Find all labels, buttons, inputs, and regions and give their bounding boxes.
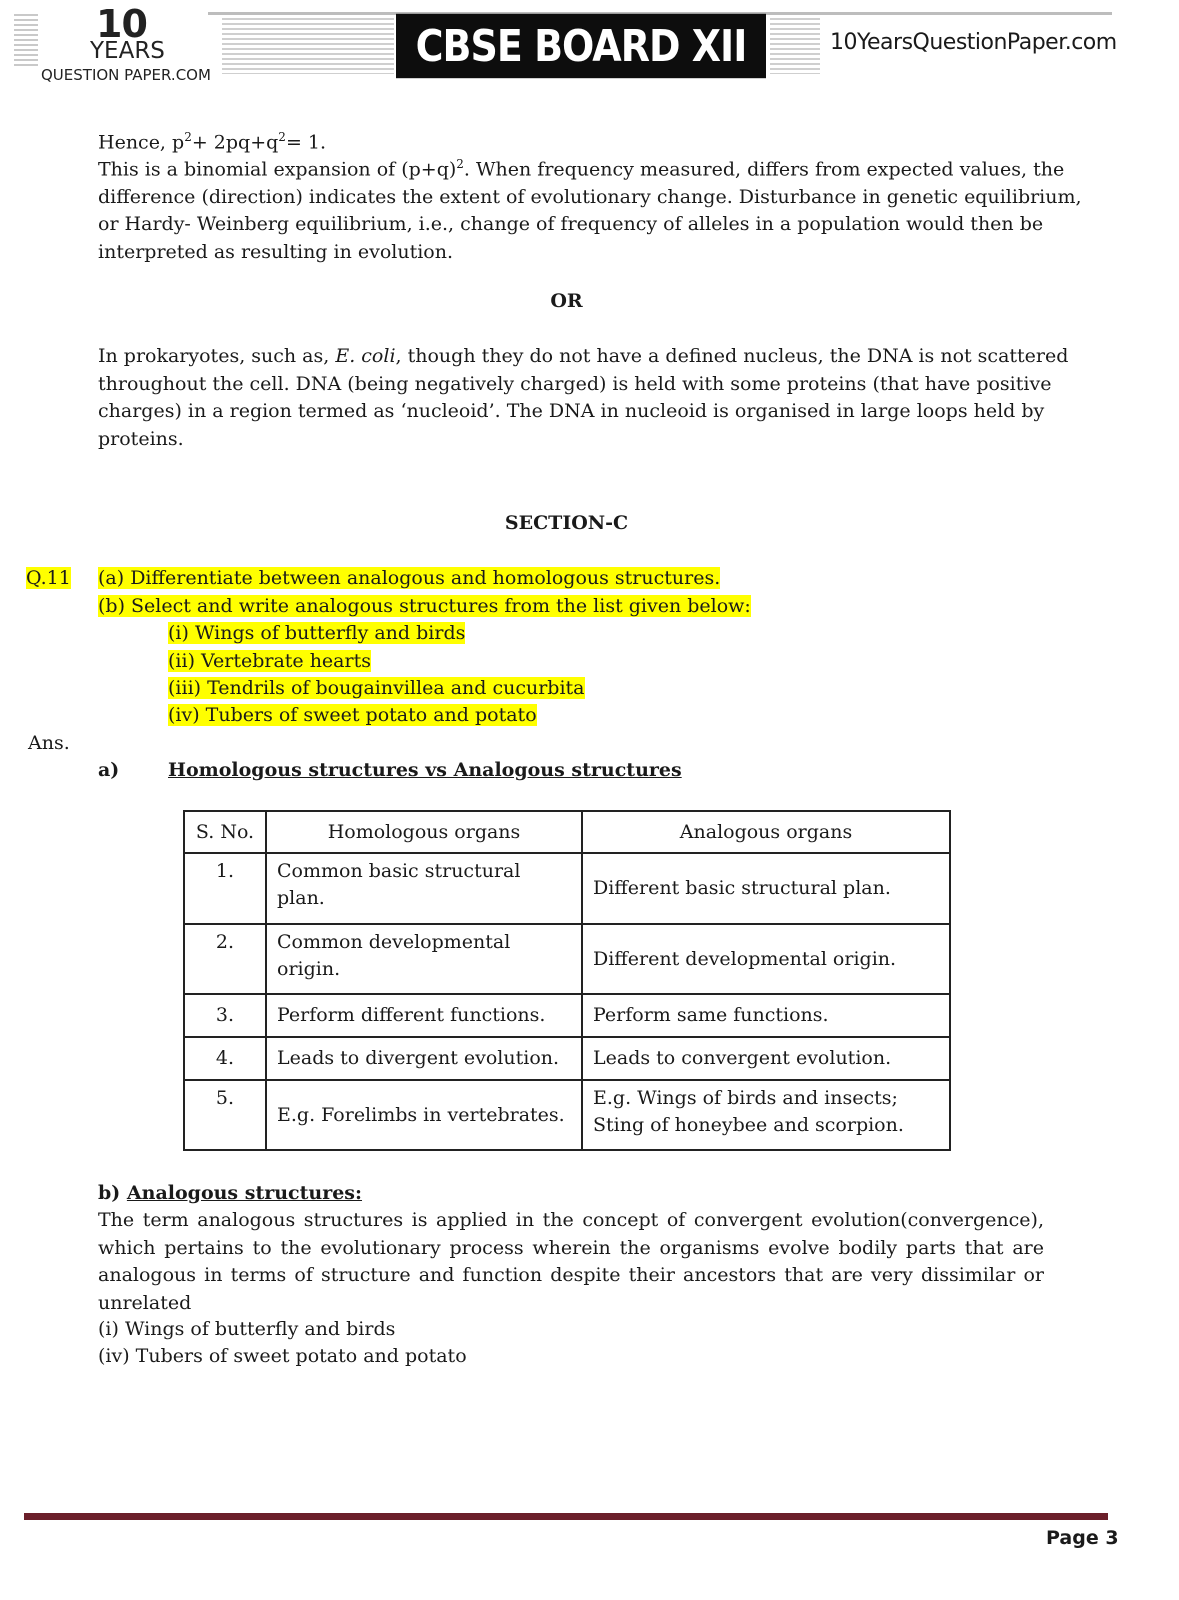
section-title: SECTION-C: [504, 512, 629, 534]
question-part-b: (b) Select and write analogous structures from the list given below:: [98, 595, 751, 617]
answer-part-a-title: Homologous structures vs Analogous structures: [168, 759, 682, 781]
logo-site-name: QUESTION PAPER.COM: [41, 66, 211, 84]
table-row: [184, 1080, 950, 1150]
page-number: Page 3: [1046, 1527, 1119, 1549]
question-part-a: (a) Differentiate between analogous and homologous structures.: [98, 567, 721, 589]
table-cell: Leads to convergent evolution.: [582, 1037, 950, 1080]
table-cell: Perform same functions.: [582, 994, 950, 1037]
table-cell: E.g. Wings of birds and insects; Sting of honeybee and scorpion.: [582, 1080, 950, 1150]
answer-part-b-item: (iv) Tubers of sweet potato and potato: [98, 1345, 467, 1367]
comparison-table: [183, 810, 951, 1151]
table-header: Homologous organs: [266, 811, 582, 853]
table-row: [184, 994, 950, 1037]
logo-number: 10: [96, 2, 147, 46]
table-row: [184, 853, 950, 924]
table-cell: 5.: [184, 1080, 266, 1150]
table-cell: 1.: [184, 853, 266, 924]
table-header-row: [184, 811, 950, 853]
question-option: (i) Wings of butterfly and birds: [168, 622, 466, 644]
or-separator: OR: [550, 290, 583, 312]
header-stripes-middle: [222, 18, 394, 74]
answer-label: Ans.: [28, 732, 70, 754]
hardy-weinberg-paragraph: This is a binomial expansion of $(p+q)^2$. When frequency measured, differs from expected values, the difference (direction) indicates the extent of evolutionary change. Disturbance in genetic equilibrium, or Hardy- Weinberg equilibrium, i.e., change of frequency of alleles in a population would then be interpreted as resulting in evolution.: [98, 157, 1082, 263]
table-row: [184, 924, 950, 994]
board-title: CBSE BOARD XII: [396, 14, 766, 78]
table-row: [184, 1037, 950, 1080]
table-cell: 2.: [184, 924, 266, 994]
question-option: (iv) Tubers of sweet potato and potato: [168, 704, 537, 726]
table-cell: Different basic structural plan.: [582, 853, 950, 924]
table-cell: Common developmental origin.: [266, 924, 582, 994]
question-option: (iii) Tendrils of bougainvillea and cucurbita: [168, 677, 585, 699]
table-cell: Leads to divergent evolution.: [266, 1037, 582, 1080]
logo-years: YEARS: [90, 38, 165, 64]
answer-part-b-paragraph: The term analogous structures is applied in the concept of convergent evolution(convergence), which pertains to the evolutionary process wherein the organisms evolve bodily parts that are analogous in terms of structure and function despite their ancestors that are very dissimilar or unrelated: [98, 1209, 1044, 1314]
table-header: Analogous organs: [582, 811, 950, 853]
table-cell: Perform different functions.: [266, 994, 582, 1037]
table-header: S. No.: [184, 811, 266, 853]
table-cell: Common basic structural plan.: [266, 853, 582, 924]
question-number: Q.11: [26, 567, 71, 589]
header-stripes-left: [14, 14, 38, 68]
answer-part-a-label: a): [98, 759, 120, 781]
table-cell: Different developmental origin.: [582, 924, 950, 994]
site-url: 10YearsQuestionPaper.com: [830, 30, 1117, 55]
hardy-weinberg-equation: Hence, $p^2+ 2pq+q^2= 1$.: [98, 130, 327, 154]
question-option: (ii) Vertebrate hearts: [168, 650, 371, 672]
prokaryotes-paragraph: In prokaryotes, such as, E. coli, though they do not have a defined nucleus, the DNA is not scattered throughout the cell. DNA (being negatively charged) is held with some proteins (that have positive charges) in a region termed as ‘nucleoid’. The DNA in nucleoid is organised in large loops held by proteins.: [98, 345, 1069, 450]
footer-rule: [24, 1513, 1108, 1520]
table-cell: 4.: [184, 1037, 266, 1080]
answer-part-b-heading: b) Analogous structures:: [98, 1182, 363, 1204]
answer-part-b-item: (i) Wings of butterfly and birds: [98, 1318, 396, 1340]
table-cell: 3.: [184, 994, 266, 1037]
table-cell: E.g. Forelimbs in vertebrates.: [266, 1080, 582, 1150]
header-stripes-right: [770, 18, 820, 74]
